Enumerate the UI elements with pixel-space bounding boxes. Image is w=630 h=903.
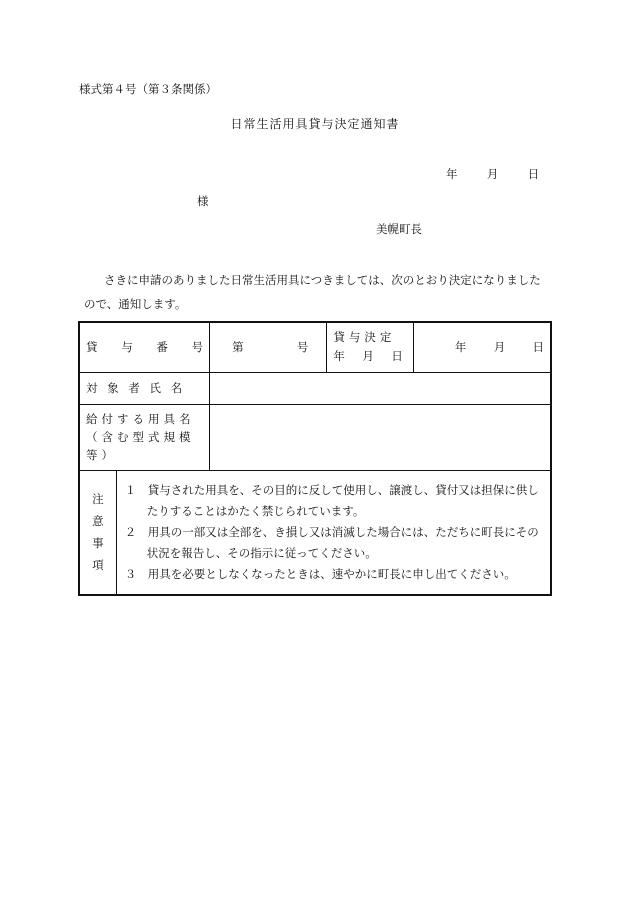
equipment-label-line2: （含む型式規模: [86, 430, 195, 444]
issuer-name: 美幌町長: [376, 222, 422, 236]
decision-date-day: 日: [391, 349, 403, 364]
decision-date-label: [327, 322, 414, 372]
equipment-name-value: [210, 404, 551, 470]
notes-heading-char: 意: [92, 514, 104, 529]
label-char: 号: [191, 340, 204, 355]
decision-date-month: 月: [362, 349, 374, 364]
decision-date-value: [413, 322, 551, 372]
equipment-label-line1: 給付する用具名: [86, 412, 195, 426]
notice-body: [84, 268, 554, 316]
date-year: 年: [446, 167, 458, 181]
equipment-label-line3: 等）: [86, 448, 117, 462]
decision-year: 年: [454, 340, 467, 355]
decision-label: 貸与決定: [333, 330, 396, 345]
row-equipment-name: [79, 404, 551, 470]
recipient-name-label-text: 対 象 者 氏 名: [86, 381, 186, 395]
addressee-suffix: 様: [197, 194, 209, 208]
date-day: 日: [527, 167, 540, 181]
row-notes: [79, 470, 551, 595]
issue-date: [446, 166, 539, 182]
notes-heading-char: 事: [92, 536, 104, 551]
form-number: 様式第４号（第３条関係）: [79, 82, 217, 96]
recipient-name-label: [79, 372, 210, 404]
body-line-1: さきに申請のありました日常生活用具につきましては、次のとおり決定になりました: [104, 273, 541, 287]
notes-heading-char: 注: [92, 492, 104, 507]
decision-month: 月: [493, 340, 506, 355]
body-line-2: ので、通知します。: [84, 297, 187, 311]
label-char: 与: [121, 340, 133, 355]
note-2-line2: 状況を報告し、その指示に従ってください。: [146, 545, 377, 560]
label-char: 番: [156, 340, 168, 355]
row-loan-number: [79, 322, 551, 372]
date-month: 月: [486, 167, 499, 181]
label-char: 貸: [86, 340, 98, 355]
decision-date-year: 年: [333, 349, 345, 364]
loan-number-label: [79, 322, 210, 372]
notes-heading: [79, 470, 116, 595]
notes-heading-char: 項: [92, 558, 104, 573]
note-2-line1: ２ 用具の一部又は全部を、き損し又は消滅した場合には、ただちに町長にその: [124, 524, 539, 539]
loan-number-cell: [210, 322, 327, 372]
row-recipient-name: [79, 372, 551, 404]
number-prefix: 第: [232, 340, 244, 355]
decision-day: 日: [532, 340, 544, 355]
equipment-name-label: [79, 404, 210, 470]
note-3-line1: ３ 用具を必要としなくなったときは、速やかに町長に申し出てください。: [124, 566, 516, 581]
note-1-line2: たりすることはかたく禁じられています。: [146, 503, 365, 518]
document-title: 日常生活用具貸与決定通知書: [230, 117, 400, 131]
details-table: [78, 321, 552, 596]
recipient-name-value: [210, 372, 551, 404]
number-suffix: 号: [296, 340, 309, 355]
notes-content: [116, 470, 551, 595]
note-1-line1: １ 貸与された用具を、その目的に反して使用し、譲渡し、貸付又は担保に供し: [124, 482, 539, 497]
